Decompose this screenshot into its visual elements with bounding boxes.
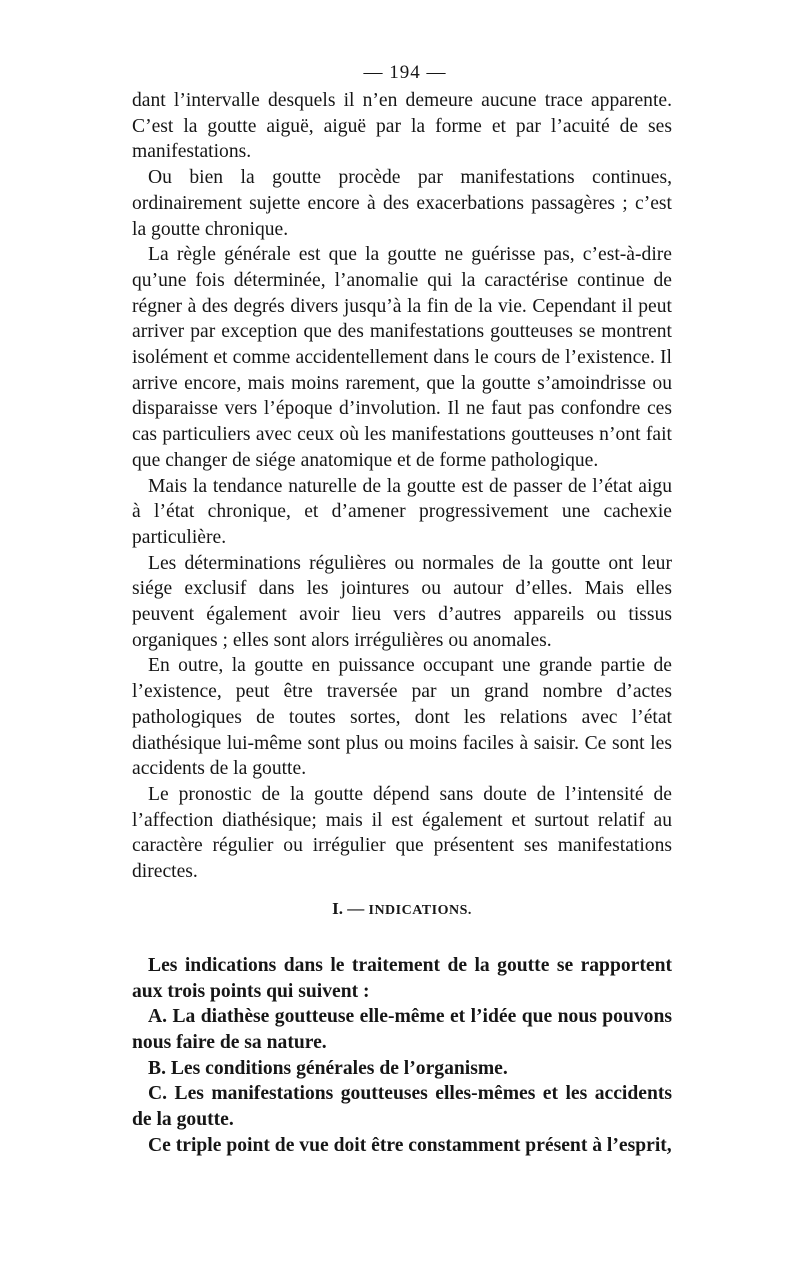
paragraph-4: Mais la tendance naturelle de la goutte est de passer de l’état aigu à l’état chronique, et d’amener progressivement une cachexie particulière. [132, 475, 672, 548]
paragraph-3: La règle générale est que la goutte ne guérisse pas, c’est-à-dire qu’une fois déterminée, l’anomalie qui la caractérise continue de régner à des degrés divers jusqu’à la fin de la vie. Cependant il peut arriver par exception que des manifestations goutteuses se montrent isolément et comme accidentellement dans le cours de l’existence. Il arrive encore, mais moins rarement, que la goutte s’amoindrisse ou disparaisse vers l’époque d’involution. Il ne faut pas confondre ces cas particuliers avec ceux où les manifestations goutteuses n’ont fait que changer de siége anatomique et de forme pathologique. [132, 244, 672, 471]
paragraph-7: Le pronostic de la goutte dépend sans doute de l’intensité de l’affection diathésique; mais il est également et surtout relatif au caractère régulier ou irrégulier que présentent ses manifestations directes. [132, 783, 672, 883]
section-heading [132, 895, 672, 923]
paragraph-9: A. La diathèse goutteuse elle-même et l’idée que nous pouvons nous faire de sa nature. [132, 1006, 672, 1053]
paragraph-2: Ou bien la goutte procède par manifestations continues, ordinairement sujette encore à des exacerbations passagères ; c’est la goutte chronique. [132, 167, 672, 240]
paragraph-8: Les indications dans le traitement de la goutte se rapportent aux trois points qui suivent : [132, 954, 672, 1002]
body-text-top [132, 88, 672, 885]
paragraph-6: En outre, la goutte en puissance occupant une grande partie de l’existence, peut être traversée par un grand nombre d’actes pathologiques de toutes sortes, dont les relations avec l’état diathésique lui-même sont plus ou moins faciles à saisir. Ce sont les accidents de la goutte. [132, 655, 672, 780]
paragraph-5: Les déterminations régulières ou normales de la goutte ont leur siége exclusif dans les jointures ou autour d’elles. Mais elles peuvent également avoir lieu vers d’autres appareils ou tissus organiques ; elles sont alors irrégulières ou anomales. [132, 552, 672, 651]
paragraph-11: C. Les manifestations goutteuses elles-mêmes et les accidents de la goutte. [132, 1083, 672, 1131]
paragraph-10: B. Les conditions générales de l’organisme. [148, 1057, 508, 1079]
book-page [132, 58, 672, 1158]
paragraph-12: Ce triple point de vue doit être constamment présent à l’esprit, [148, 1134, 672, 1156]
body-text-bottom [132, 953, 672, 1159]
section-number: I. — [332, 898, 365, 918]
paragraph-1: dant l’intervalle desquels il n’en demeure aucune trace apparente. C’est la goutte aiguë, aiguë par la forme et par l’acuité de ses manifestations. [132, 90, 672, 163]
page-number: — 194 — [363, 62, 447, 83]
section-title: INDICATIONS. [368, 902, 472, 918]
